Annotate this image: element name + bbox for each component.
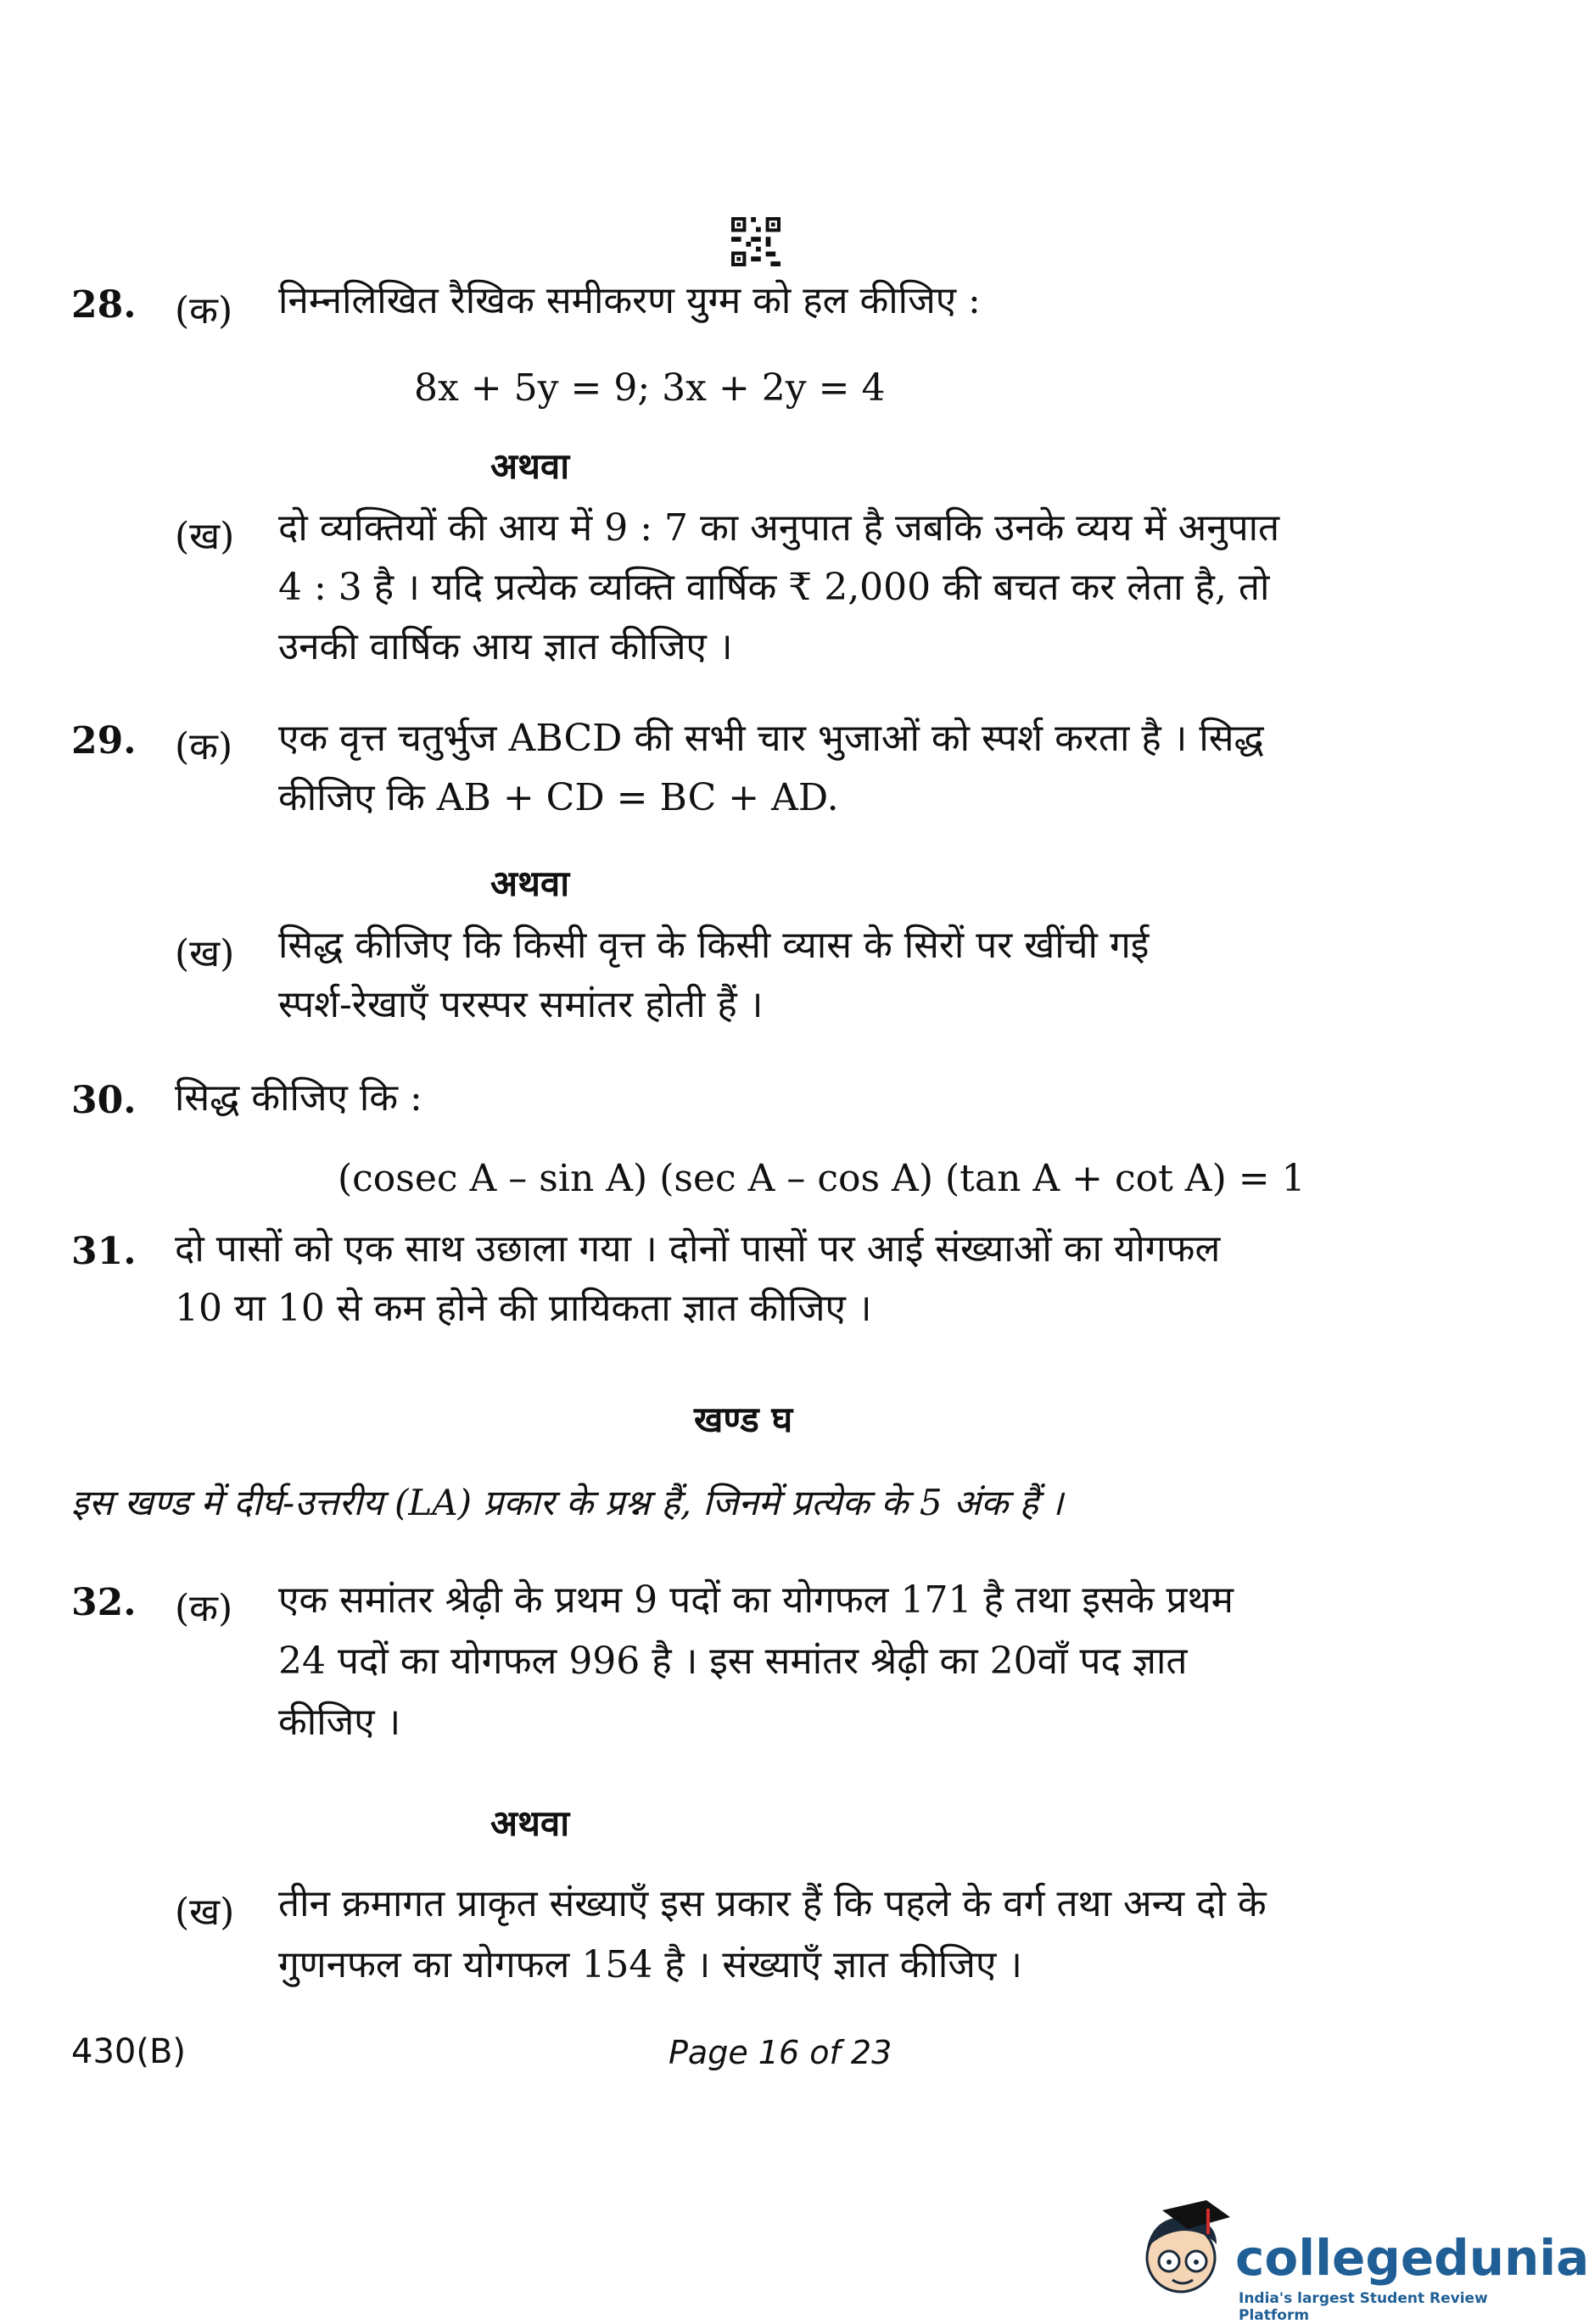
q32-option-a-line-2: 24 पदों का योगफल 996 है । इस समांतर श्रेढ़ी का 20वाँ पद ज्ञात <box>278 1640 1188 1683</box>
question-number-28: 28. <box>71 283 137 327</box>
q28-or-label: अथवा <box>490 445 570 487</box>
q32-option-a-line-1: एक समांतर श्रेढ़ी के प्रथम 9 पदों का योगफल 171 है तथा इसके प्रथम <box>278 1578 1234 1622</box>
q32-option-b-line-1: तीन क्रमागत प्राकृत संख्याएँ इस प्रकार हैं कि पहले के वर्ग तथा अन्य दो के <box>278 1882 1267 1925</box>
brand-tagline: India's largest Student Review Platform <box>1239 2290 1488 2324</box>
page-number: Page 16 of 23 <box>669 2034 892 2071</box>
q29-or-label: अथवा <box>490 863 570 904</box>
q29-option-a-line-1: एक वृत्त चतुर्भुज ABCD की सभी चार भुजाओं को स्पर्श करता है । सिद्ध <box>278 717 1264 760</box>
brand-name: collegedunia <box>1235 2229 1589 2287</box>
question-number-32: 32. <box>71 1581 137 1624</box>
q32-option-a-line-3: कीजिए । <box>278 1701 401 1744</box>
q28-option-b-line-2: 4 : 3 है । यदि प्रत्येक व्यक्ति वार्षिक ₹ 2,000 की बचत कर लेता है, तो <box>278 566 1270 609</box>
q29-option-a-line-2: कीजिए कि AB + CD = BC + AD. <box>278 776 839 819</box>
q31-line-2: 10 या 10 से कम होने की प्रायिकता ज्ञात कीजिए । <box>175 1287 872 1330</box>
question-number-31: 31. <box>71 1230 137 1273</box>
q29-option-b-label: (ख) <box>175 932 235 975</box>
q28-option-a-text: निम्नलिखित रैखिक समीकरण युग्म को हल कीजिए : <box>278 279 981 322</box>
q30-identity: (cosec A – sin A) (sec A – cos A) (tan A + cot A) = 1 <box>338 1157 1306 1200</box>
q29-option-b-line-1: सिद्ध कीजिए कि किसी वृत्त के किसी व्यास के सिरों पर खींची गई <box>278 924 1150 967</box>
section-instruction: इस खण्ड में दीर्घ-उत्तरीय (LA) प्रकार के प्रश्न हैं, जिनमें प्रत्येक के 5 अंक हैं । <box>71 1482 1064 1523</box>
question-number-29: 29. <box>71 719 137 763</box>
q30-text: सिद्ध कीजिए कि : <box>175 1076 422 1120</box>
q28-option-a-label: (क) <box>175 289 233 332</box>
q28-option-b-line-3: उनकी वार्षिक आय ज्ञात कीजिए । <box>278 625 733 668</box>
q29-option-b-line-2: स्पर्श-रेखाएँ परस्पर समांतर होती हैं । <box>278 983 764 1026</box>
section-title: खण्ड घ <box>694 1399 793 1440</box>
qr-code <box>731 217 781 266</box>
q28-equations: 8x + 5y = 9; 3x + 2y = 4 <box>414 366 886 410</box>
q31-line-1: दो पासों को एक साथ उछाला गया । दोनों पासों पर आई संख्याओं का योगफल <box>175 1227 1221 1271</box>
q32-option-b-line-2: गुणनफल का योगफल 154 है । संख्याएँ ज्ञात कीजिए । <box>278 1943 1022 1986</box>
q28-option-b-label: (ख) <box>175 515 235 558</box>
q29-option-a-label: (क) <box>175 725 233 768</box>
question-number-30: 30. <box>71 1079 137 1122</box>
q28-option-b-line-1: दो व्यक्तियों की आय में 9 : 7 का अनुपात है जबकि उनके व्यय में अनुपात <box>278 506 1280 550</box>
paper-code: 430(B) <box>71 2032 186 2071</box>
q32-option-b-label: (ख) <box>175 1891 235 1934</box>
q32-option-a-label: (क) <box>175 1587 233 1630</box>
mascot-logo-icon <box>1128 2192 1239 2302</box>
q32-or-label: अथवा <box>490 1802 570 1844</box>
